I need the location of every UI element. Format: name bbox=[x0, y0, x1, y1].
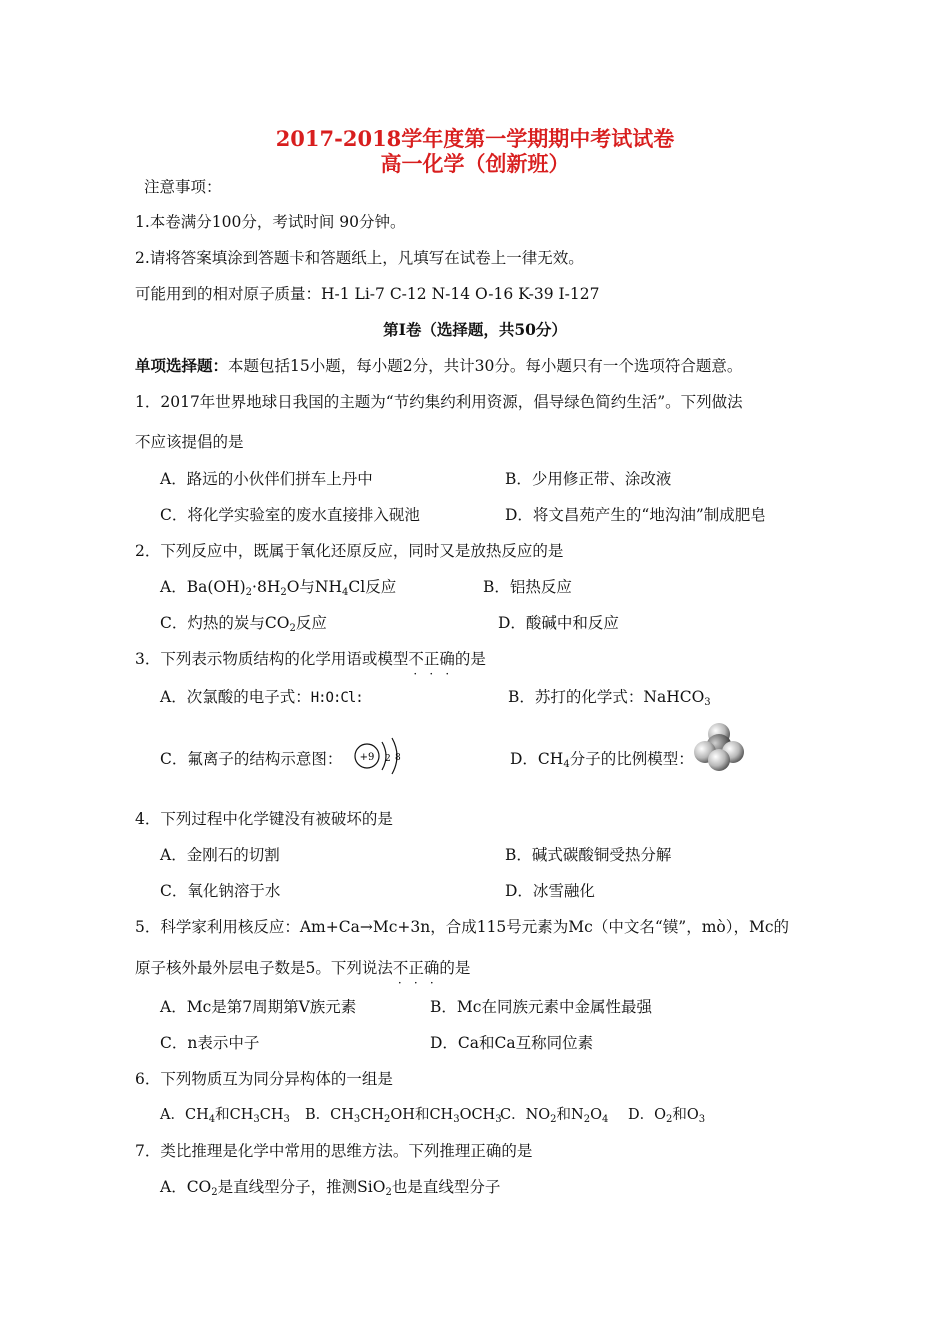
q7-stem: 7．类比推理是化学中常用的思维方法。下列推理正确的是 bbox=[135, 1142, 533, 1160]
q6-option-b: B．$CH_3CH_2OH$和$CH_3OCH_3$ bbox=[305, 1107, 502, 1125]
exam-subtitle: 高一化学（创新班） bbox=[380, 151, 570, 176]
nucleus-label: +9 bbox=[359, 752, 375, 763]
q5-stem-line1: 5．科学家利用核反应：Am+Ca→Mc+3n，合成115号元素为Mc（中文名“镆”，mò），Mc的 bbox=[135, 918, 790, 936]
q3-option-c: C．氟离子的结构示意图： bbox=[160, 750, 343, 768]
q1-option-c: C．将化学实验室的废水直接排入砚池 bbox=[160, 506, 420, 524]
q3-stem: 3．下列表示物质结构的化学用语或模型不正确 · · · 的是 bbox=[135, 650, 486, 681]
q3-emphasis: 不正确 · · · bbox=[408, 650, 455, 681]
q5-option-a: A．Mc是第7周期第Ⅴ族元素 bbox=[160, 998, 357, 1016]
q5-option-c: C．n表示中子 bbox=[160, 1034, 260, 1052]
fluoride-ion-diagram-icon bbox=[352, 734, 410, 778]
q6-option-c: C．$NO_2$和$N_2O_4$ bbox=[500, 1107, 609, 1125]
q2-option-a: A．$Ba(OH)_2\cdot 8H_2O$与$NH_4Cl$反应 bbox=[160, 578, 397, 598]
q2-stem: 2．下列反应中，既属于氧化还原反应，同时又是放热反应的是 bbox=[135, 542, 564, 560]
q4-option-a: A．金刚石的切割 bbox=[160, 846, 280, 864]
q5-emphasis: 不正确 · · · bbox=[392, 959, 440, 990]
exam-title: 2017-2018学年度第一学期期中考试试卷 bbox=[275, 126, 675, 151]
hclo-electron-formula: H:O:Cl: bbox=[310, 690, 363, 706]
q6-option-d: D．$O_2$和$O_3$ bbox=[628, 1107, 706, 1125]
methane-model-icon bbox=[692, 720, 746, 772]
q4-option-c: C．氧化钠溶于水 bbox=[160, 882, 281, 900]
q2-option-d: D．酸碱中和反应 bbox=[498, 614, 619, 632]
section-title: 第Ⅰ卷（选择题，共50分） bbox=[383, 320, 567, 339]
instruction-label: 单项选择题： bbox=[135, 356, 229, 375]
q6-option-a: A．$CH_4$和$CH_3CH_3$ bbox=[160, 1107, 290, 1125]
q2-option-b: B．铝热反应 bbox=[483, 578, 572, 596]
shell1-label: 2 bbox=[385, 754, 391, 764]
q1-stem-line2: 不应该提倡的是 bbox=[135, 433, 244, 451]
q2-option-c: C．灼热的炭与$CO_2$反应 bbox=[160, 614, 327, 634]
q1-stem-line1: 1．2017年世界地球日我国的主题为“节约集约利用资源，倡导绿色简约生活”。下列做法 bbox=[135, 393, 743, 411]
notes-item-1: 1.本卷满分100分，考试时间 90分钟。 bbox=[135, 213, 406, 231]
notes-heading: 注意事项： bbox=[144, 178, 222, 196]
q3-option-d: D．$CH_4$分子的比例模型： bbox=[510, 750, 694, 770]
notes-item-2: 2.请将答案填涂到答题卡和答题纸上，凡填写在试卷上一律无效。 bbox=[135, 249, 584, 267]
q1-option-d: D．将文昌苑产生的“地沟油”制成肥皂 bbox=[505, 506, 766, 524]
q5-option-b: B．Mc在同族元素中金属性最强 bbox=[430, 998, 652, 1016]
q7-option-a: A．$CO_2$是直线型分子，推测SiO$_2$也是直线型分子 bbox=[160, 1178, 501, 1198]
q3-option-b: B．苏打的化学式：NaHCO$_3$ bbox=[508, 688, 711, 708]
section-instruction bbox=[135, 355, 742, 377]
q3-option-a: A．次氯酸的电子式：H:O:Cl: bbox=[160, 688, 363, 706]
q1-option-a: A．路远的小伙伴们拼车上丹中 bbox=[160, 470, 373, 488]
q5-option-d: D．Ca和Ca互称同位素 bbox=[430, 1034, 594, 1052]
atomic-mass-line: 可能用到的相对原子质量：H-1 Li-7 C-12 N-14 O-16 K-39 I-127 bbox=[135, 285, 600, 303]
q1-option-b: B．少用修正带、涂改液 bbox=[505, 470, 672, 488]
instruction-text: 本题包括15小题，每小题2分，共计30分。每小题只有一个选项符合题意。 bbox=[228, 357, 743, 375]
shell2-label: 8 bbox=[395, 753, 401, 763]
q4-option-b: B．碱式碳酸铜受热分解 bbox=[505, 846, 672, 864]
q5-stem-line2: 原子核外最外层电子数是5。下列说法不正确 · · · 的是 bbox=[135, 959, 471, 990]
q4-stem: 4．下列过程中化学键没有被破坏的是 bbox=[135, 810, 393, 828]
q4-option-d: D．冰雪融化 bbox=[505, 882, 595, 900]
q6-stem: 6．下列物质互为同分异构体的一组是 bbox=[135, 1070, 393, 1088]
